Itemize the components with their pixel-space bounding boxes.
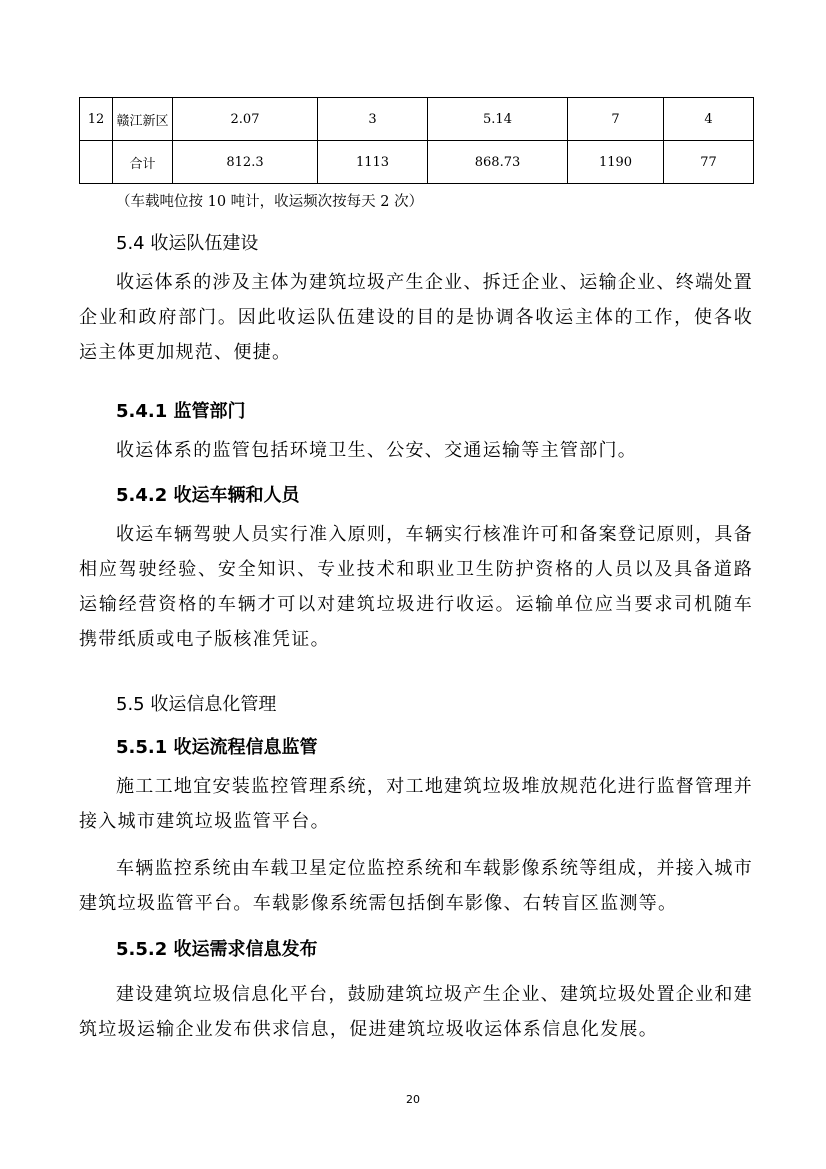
page-number: 20 <box>406 1093 420 1106</box>
section-heading-5-4-2: 5.4.2 收运车辆和人员 <box>116 485 300 506</box>
section-paragraph: 收运体系的监管包括环境卫生、公安、交通运输等主管部门。 <box>116 440 638 461</box>
section-heading-5-5-1: 5.5.1 收运流程信息监管 <box>116 737 318 758</box>
area-cell: 赣江新区 <box>113 98 173 141</box>
table-row <box>80 98 754 141</box>
section-paragraph: 建设建筑垃圾信息化平台，鼓励建筑垃圾产生企业、建筑垃圾处置企业和建筑垃圾运输企业发布供求信息，促进建筑垃圾收运体系信息化发展。 <box>79 984 753 1040</box>
section-paragraph: 施工工地宜安装监控管理系统，对工地建筑垃圾堆放规范化进行监督管理并接入城市建筑垃圾监管平台。 <box>79 776 753 832</box>
value-cell: 4 <box>664 98 754 141</box>
value-cell: 5.14 <box>428 98 568 141</box>
section-heading-5-4: 5.4 收运队伍建设 <box>116 233 259 254</box>
value-cell: 2.07 <box>173 98 318 141</box>
value-cell: 812.3 <box>173 141 318 184</box>
table-total-row <box>80 141 754 184</box>
value-cell: 1190 <box>568 141 664 184</box>
data-table <box>79 97 754 184</box>
section-paragraph: 收运车辆驾驶人员实行准入原则，车辆实行核准许可和备案登记原则，具备相应驾驶经验、安全知识、专业技术和职业卫生防护资格的人员以及具备道路运输经营资格的车辆才可以对建筑垃圾进行收运。运输单位应当要求司机随车携带纸质或电子版核准凭证。 <box>79 524 753 650</box>
section-heading-5-4-1: 5.4.1 监管部门 <box>116 401 246 422</box>
value-cell: 77 <box>664 141 754 184</box>
section-paragraph: 收运体系的涉及主体为建筑垃圾产生企业、拆迁企业、运输企业、终端处置企业和政府部门。因此收运队伍建设的目的是协调各收运主体的工作，使各收运主体更加规范、便捷。 <box>79 272 753 363</box>
section-heading-5-5: 5.5 收运信息化管理 <box>116 694 277 715</box>
section-heading-5-5-2: 5.5.2 收运需求信息发布 <box>116 939 318 960</box>
value-cell: 1113 <box>318 141 428 184</box>
section-paragraph: 车辆监控系统由车载卫星定位监控系统和车载影像系统等组成，并接入城市建筑垃圾监管平台。车载影像系统需包括倒车影像、右转盲区监测等。 <box>79 858 753 914</box>
table-note: （车载吨位按 10 吨计，收运频次按每天 2 次） <box>116 194 424 210</box>
row-number-cell: 12 <box>80 98 113 141</box>
value-cell: 7 <box>568 98 664 141</box>
row-number-cell <box>80 141 113 184</box>
value-cell: 3 <box>318 98 428 141</box>
area-cell: 合计 <box>113 141 173 184</box>
value-cell: 868.73 <box>428 141 568 184</box>
